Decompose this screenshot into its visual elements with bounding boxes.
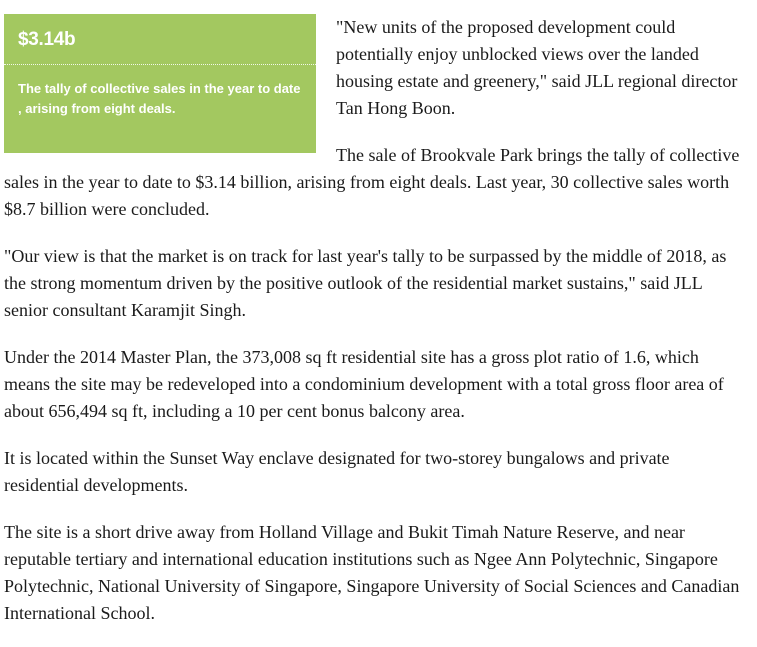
article-body bbox=[4, 0, 744, 647]
fact-box-figure: $3.14b bbox=[4, 14, 316, 65]
fact-box bbox=[4, 14, 316, 153]
fact-box-caption: The tally of collective sales in the year to date , arising from eight deals. bbox=[18, 81, 301, 116]
paragraph-brookvale-sale: The sale of Brookvale Park brings the tally of collective sales in the year to date to $3.14 billion, arising from eight deals. Last year, 30 collective sales worth $8.7 billion were concluded. bbox=[4, 145, 740, 219]
paragraph-amenities: The site is a short drive away from Holland Village and Bukit Timah Nature Reserve, and near reputable tertiary and international education institutions such as Ngee Ann Polytechnic, Singapore Polytechnic, National University of Singapore, Singapore University of Social Sciences and Canadian International School. bbox=[4, 522, 740, 623]
paragraph-master-plan: Under the 2014 Master Plan, the 373,008 sq ft residential site has a gross plot ratio of 1.6, which means the site may be redeveloped into a condominium development with a total gross floor area of about 656,494 sq ft, including a 10 per cent bonus balcony area. bbox=[4, 347, 724, 421]
paragraph-quote-karamjit-singh: "Our view is that the market is on track for last year's tally to be surpassed by the middle of 2018, as the strong momentum driven by the positive outlook of the residential market sustains," said JLL senior consultant Karamjit Singh. bbox=[4, 246, 727, 320]
paragraph-location: It is located within the Sunset Way enclave designated for two-storey bungalows and private residential developments. bbox=[4, 448, 670, 495]
paragraph-quote-tan-hong-boon: "New units of the proposed development could potentially enjoy unblocked views over the landed housing estate and greenery," said JLL regional director Tan Hong Boon. bbox=[336, 17, 738, 118]
